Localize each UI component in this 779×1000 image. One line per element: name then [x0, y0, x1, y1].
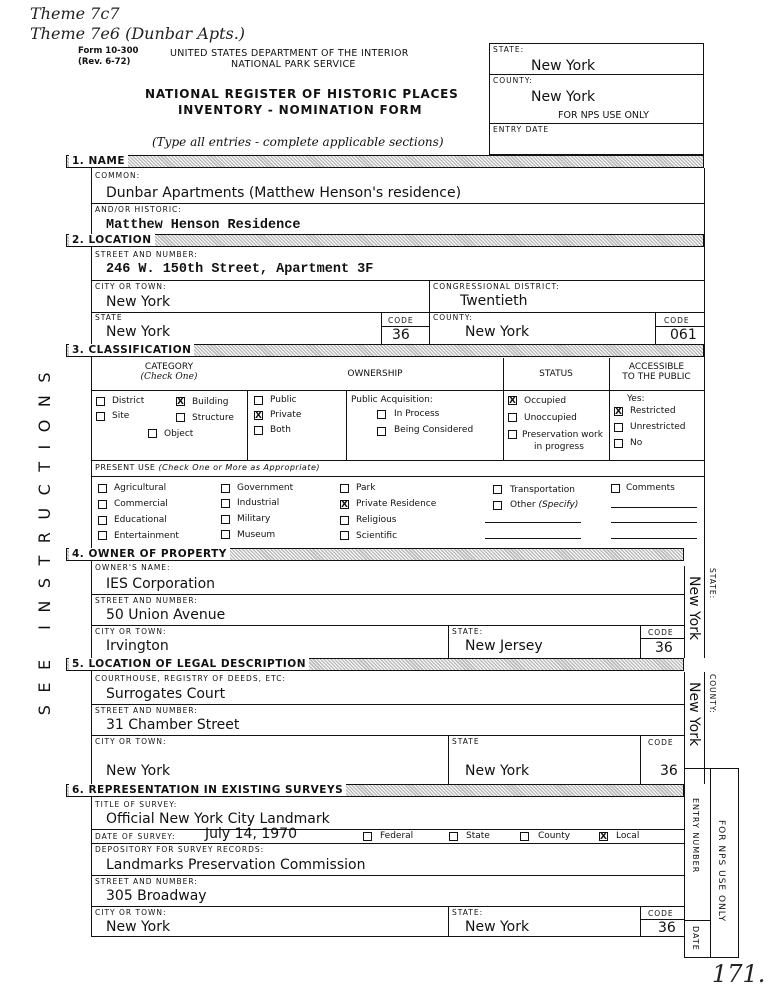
preservation-label	[522, 429, 603, 453]
present-use-label	[95, 463, 320, 472]
comments-label: Comments	[626, 483, 675, 493]
private-checkbox[interactable]: X	[255, 411, 262, 421]
section-1-bar	[66, 155, 704, 168]
commercial-label: Commercial	[114, 499, 168, 509]
occupied-label: Occupied	[524, 396, 567, 406]
historic-name: Matthew Henson Residence	[106, 218, 301, 233]
being-considered-checkbox[interactable]	[377, 427, 386, 436]
county-survey-checkbox[interactable]	[520, 832, 529, 841]
restricted-label: Restricted	[630, 406, 676, 416]
in-process-checkbox[interactable]	[377, 410, 386, 419]
dep-code: 36	[658, 920, 676, 936]
form-number-text: Form 10-300	[78, 46, 139, 56]
survey-title-label: TITLE OF SURVEY:	[95, 800, 178, 809]
county-label: COUNTY:	[433, 313, 473, 322]
federal-checkbox[interactable]	[363, 832, 372, 841]
federal-label: Federal	[380, 831, 414, 841]
government-label: Government	[237, 483, 294, 493]
unoccupied-label: Unoccupied	[524, 413, 577, 423]
city-value: New York	[106, 294, 171, 310]
government-checkbox[interactable]	[221, 484, 230, 493]
historic-label: AND/OR HISTORIC:	[95, 205, 182, 214]
owner-name: IES Corporation	[106, 576, 216, 592]
state-survey-checkbox[interactable]	[449, 832, 458, 841]
street-label: STREET AND NUMBER:	[95, 250, 198, 259]
legal-side-county: New York	[686, 682, 702, 747]
depository-label: DEPOSITORY FOR SURVEY RECORDS:	[95, 845, 265, 854]
private-residence-label: Private Residence	[356, 499, 437, 509]
owner-name-label: OWNER'S NAME:	[95, 563, 171, 572]
form-title-1: NATIONAL REGISTER OF HISTORIC PLACES	[145, 87, 459, 101]
street-value: 246 W. 150th Street, Apartment 3F	[106, 262, 374, 277]
preservation-checkbox[interactable]	[508, 430, 517, 439]
present-use-title: PRESENT USE	[95, 463, 156, 472]
owner-state: New Jersey	[465, 638, 543, 654]
dep-state: New York	[465, 919, 530, 935]
service: NATIONAL PARK SERVICE	[231, 59, 356, 70]
owner-code-label: CODE	[648, 628, 674, 637]
access-head-1: ACCESSIBLE	[628, 362, 685, 372]
access-head-2: TO THE PUBLIC	[622, 372, 691, 382]
scientific-checkbox[interactable]	[340, 531, 349, 540]
section-3-bar	[66, 344, 704, 357]
survey-date: July 14, 1970	[205, 826, 297, 842]
no-checkbox[interactable]	[614, 439, 623, 448]
category-check-one: (Check One)	[140, 372, 198, 382]
agricultural-label: Agricultural	[114, 483, 167, 493]
type-instructions: (Type all entries - complete applicable sections)	[152, 135, 444, 149]
dep-city-label: CITY OR TOWN:	[95, 908, 167, 917]
dep-street: 305 Broadway	[106, 888, 207, 904]
both-label: Both	[270, 425, 291, 435]
dep-street-label: STREET AND NUMBER:	[95, 877, 198, 886]
museum-checkbox[interactable]	[221, 530, 230, 539]
legal-street-label: STREET AND NUMBER:	[95, 706, 198, 715]
legal-street: 31 Chamber Street	[106, 717, 240, 733]
local-checkbox[interactable]: X	[600, 832, 607, 842]
entertainment-label: Entertainment	[114, 531, 179, 541]
site-checkbox[interactable]	[96, 412, 105, 421]
park-checkbox[interactable]	[340, 484, 349, 493]
legal-side-county-label: COUNTY:	[708, 674, 717, 714]
county-code-label: CODE	[664, 316, 690, 325]
form-title-2: INVENTORY - NOMINATION FORM	[178, 103, 423, 117]
category-head	[91, 362, 247, 382]
access-head	[609, 362, 704, 382]
industrial-checkbox[interactable]	[221, 499, 230, 508]
local-label: Local	[616, 831, 640, 841]
unrestricted-checkbox[interactable]	[614, 423, 623, 432]
common-label: COMMON:	[95, 171, 141, 180]
entertainment-checkbox[interactable]	[98, 531, 107, 540]
industrial-label: Industrial	[237, 498, 280, 508]
section-3-title: 3. CLASSIFICATION	[69, 344, 194, 356]
unoccupied-checkbox[interactable]	[508, 413, 517, 422]
date-side-label: DATE	[691, 926, 700, 951]
dep-code-label: CODE	[648, 909, 674, 918]
educational-checkbox[interactable]	[98, 516, 107, 525]
top-county-value: New York	[531, 89, 596, 105]
preservation-label-1: Preservation work	[522, 430, 603, 440]
see-instructions: SEE INSTRUCTIONS	[35, 360, 54, 716]
military-checkbox[interactable]	[221, 515, 230, 524]
agricultural-checkbox[interactable]	[98, 484, 107, 493]
county-survey-label: County	[538, 831, 571, 841]
access-yes-label: Yes:	[627, 394, 645, 404]
common-name: Dunbar Apartments (Matthew Henson's residence)	[106, 185, 462, 201]
in-process-label: In Process	[394, 409, 440, 419]
district-label: District	[112, 396, 145, 406]
legal-code-label: CODE	[648, 738, 674, 747]
depository: Landmarks Preservation Commission	[106, 857, 366, 873]
building-checkbox[interactable]: X	[177, 397, 184, 407]
restricted-checkbox[interactable]: X	[615, 407, 622, 417]
state-label: STATE	[95, 313, 123, 322]
owner-code: 36	[655, 640, 673, 656]
entry-number-label: ENTRY NUMBER	[691, 798, 700, 874]
legal-code: 36	[660, 763, 678, 779]
handwritten-note-1: Theme 7c7	[30, 4, 120, 23]
owner-street-label: STREET AND NUMBER:	[95, 596, 198, 605]
public-acquisition-label: Public Acquisition:	[351, 395, 433, 405]
building-label: Building	[192, 397, 229, 407]
state-code-label: CODE	[388, 316, 414, 325]
educational-label: Educational	[114, 515, 167, 525]
congressional-value: Twentieth	[460, 293, 528, 309]
specify-text: (Specify)	[538, 500, 579, 510]
section-6-title: 6. REPRESENTATION IN EXISTING SURVEYS	[69, 784, 346, 796]
handwritten-note-2: Theme 7e6 (Dunbar Apts.)	[30, 24, 246, 43]
state-code: 36	[392, 327, 410, 343]
section-1-title: 1. NAME	[69, 155, 128, 167]
public-checkbox[interactable]	[254, 396, 263, 405]
form-revision: (Rev. 6-72)	[78, 57, 131, 67]
present-use-note: (Check One or More as Appropriate)	[158, 463, 321, 472]
military-label: Military	[237, 514, 271, 524]
religious-checkbox[interactable]	[340, 516, 349, 525]
survey-title: Official New York City Landmark	[106, 811, 330, 827]
both-checkbox[interactable]	[254, 426, 263, 435]
section-4-bar	[66, 548, 684, 561]
commercial-checkbox[interactable]	[98, 500, 107, 509]
top-county-label: COUNTY:	[493, 76, 533, 85]
section-2-title: 2. LOCATION	[69, 234, 155, 246]
owner-city-label: CITY OR TOWN:	[95, 627, 167, 636]
county-value: New York	[465, 324, 530, 340]
legal-city: New York	[106, 763, 171, 779]
preservation-label-2: in progress	[534, 442, 584, 452]
section-4-title: 4. OWNER OF PROPERTY	[69, 548, 230, 560]
object-label: Object	[164, 429, 194, 439]
section-6-bar	[66, 784, 684, 797]
scientific-label: Scientific	[356, 531, 398, 541]
being-considered-label: Being Considered	[394, 425, 474, 435]
state-value: New York	[106, 324, 171, 340]
top-state-value: New York	[531, 58, 596, 74]
object-checkbox[interactable]	[148, 429, 157, 438]
religious-label: Religious	[356, 515, 397, 525]
congressional-label: CONGRESSIONAL DISTRICT:	[433, 282, 560, 291]
structure-checkbox[interactable]	[176, 413, 185, 422]
occupied-checkbox[interactable]: X	[509, 396, 516, 406]
category-head-text: CATEGORY	[144, 362, 194, 372]
other-label	[510, 500, 578, 510]
private-residence-checkbox[interactable]: X	[341, 500, 348, 510]
form-number	[78, 46, 138, 68]
transportation-label: Transportation	[510, 485, 575, 495]
legal-state: New York	[465, 763, 530, 779]
owner-city: Irvington	[106, 638, 169, 654]
owner-street: 50 Union Avenue	[106, 607, 226, 623]
comments-checkbox[interactable]	[611, 484, 620, 493]
department: UNITED STATES DEPARTMENT OF THE INTERIOR	[170, 48, 409, 59]
section-2-bar	[66, 234, 704, 247]
unrestricted-label: Unrestricted	[630, 422, 686, 432]
other-checkbox[interactable]	[493, 501, 502, 510]
park-label: Park	[356, 483, 376, 493]
transportation-checkbox[interactable]	[493, 485, 502, 494]
handwritten-page-number: 171.	[712, 960, 766, 988]
dep-state-label: STATE:	[452, 908, 484, 917]
no-label: No	[630, 438, 643, 448]
entry-date-label: ENTRY DATE	[493, 125, 550, 134]
top-state-box	[489, 43, 704, 155]
status-head: STATUS	[539, 369, 573, 379]
other-text: Other	[510, 500, 536, 510]
section-5-bar	[66, 658, 684, 671]
district-checkbox[interactable]	[96, 397, 105, 406]
owner-state-label: STATE:	[452, 627, 484, 636]
state-survey-label: State	[466, 831, 490, 841]
structure-label: Structure	[192, 413, 234, 423]
courthouse-label: COURTHOUSE, REGISTRY OF DEEDS, ETC:	[95, 674, 286, 683]
public-label: Public	[270, 395, 297, 405]
legal-city-label: CITY OR TOWN:	[95, 737, 167, 746]
dep-city: New York	[106, 919, 171, 935]
nps-use-only: FOR NPS USE ONLY	[558, 110, 649, 121]
county-code: 061	[670, 327, 697, 343]
nps-side-label: FOR NPS USE ONLY	[716, 820, 726, 923]
owner-side-state-label: STATE:	[708, 568, 717, 600]
museum-label: Museum	[237, 530, 276, 540]
owner-side-state: New York	[686, 576, 702, 641]
courthouse: Surrogates Court	[106, 686, 226, 702]
ownership-head: OWNERSHIP	[347, 369, 403, 379]
legal-state-label: STATE	[452, 737, 480, 746]
top-state-label: STATE:	[493, 45, 525, 54]
section-5-title: 5. LOCATION OF LEGAL DESCRIPTION	[69, 658, 309, 670]
private-label: Private	[270, 410, 302, 420]
site-label: Site	[112, 411, 130, 421]
city-label: CITY OR TOWN:	[95, 282, 167, 291]
survey-date-label: DATE OF SURVEY:	[95, 832, 176, 841]
